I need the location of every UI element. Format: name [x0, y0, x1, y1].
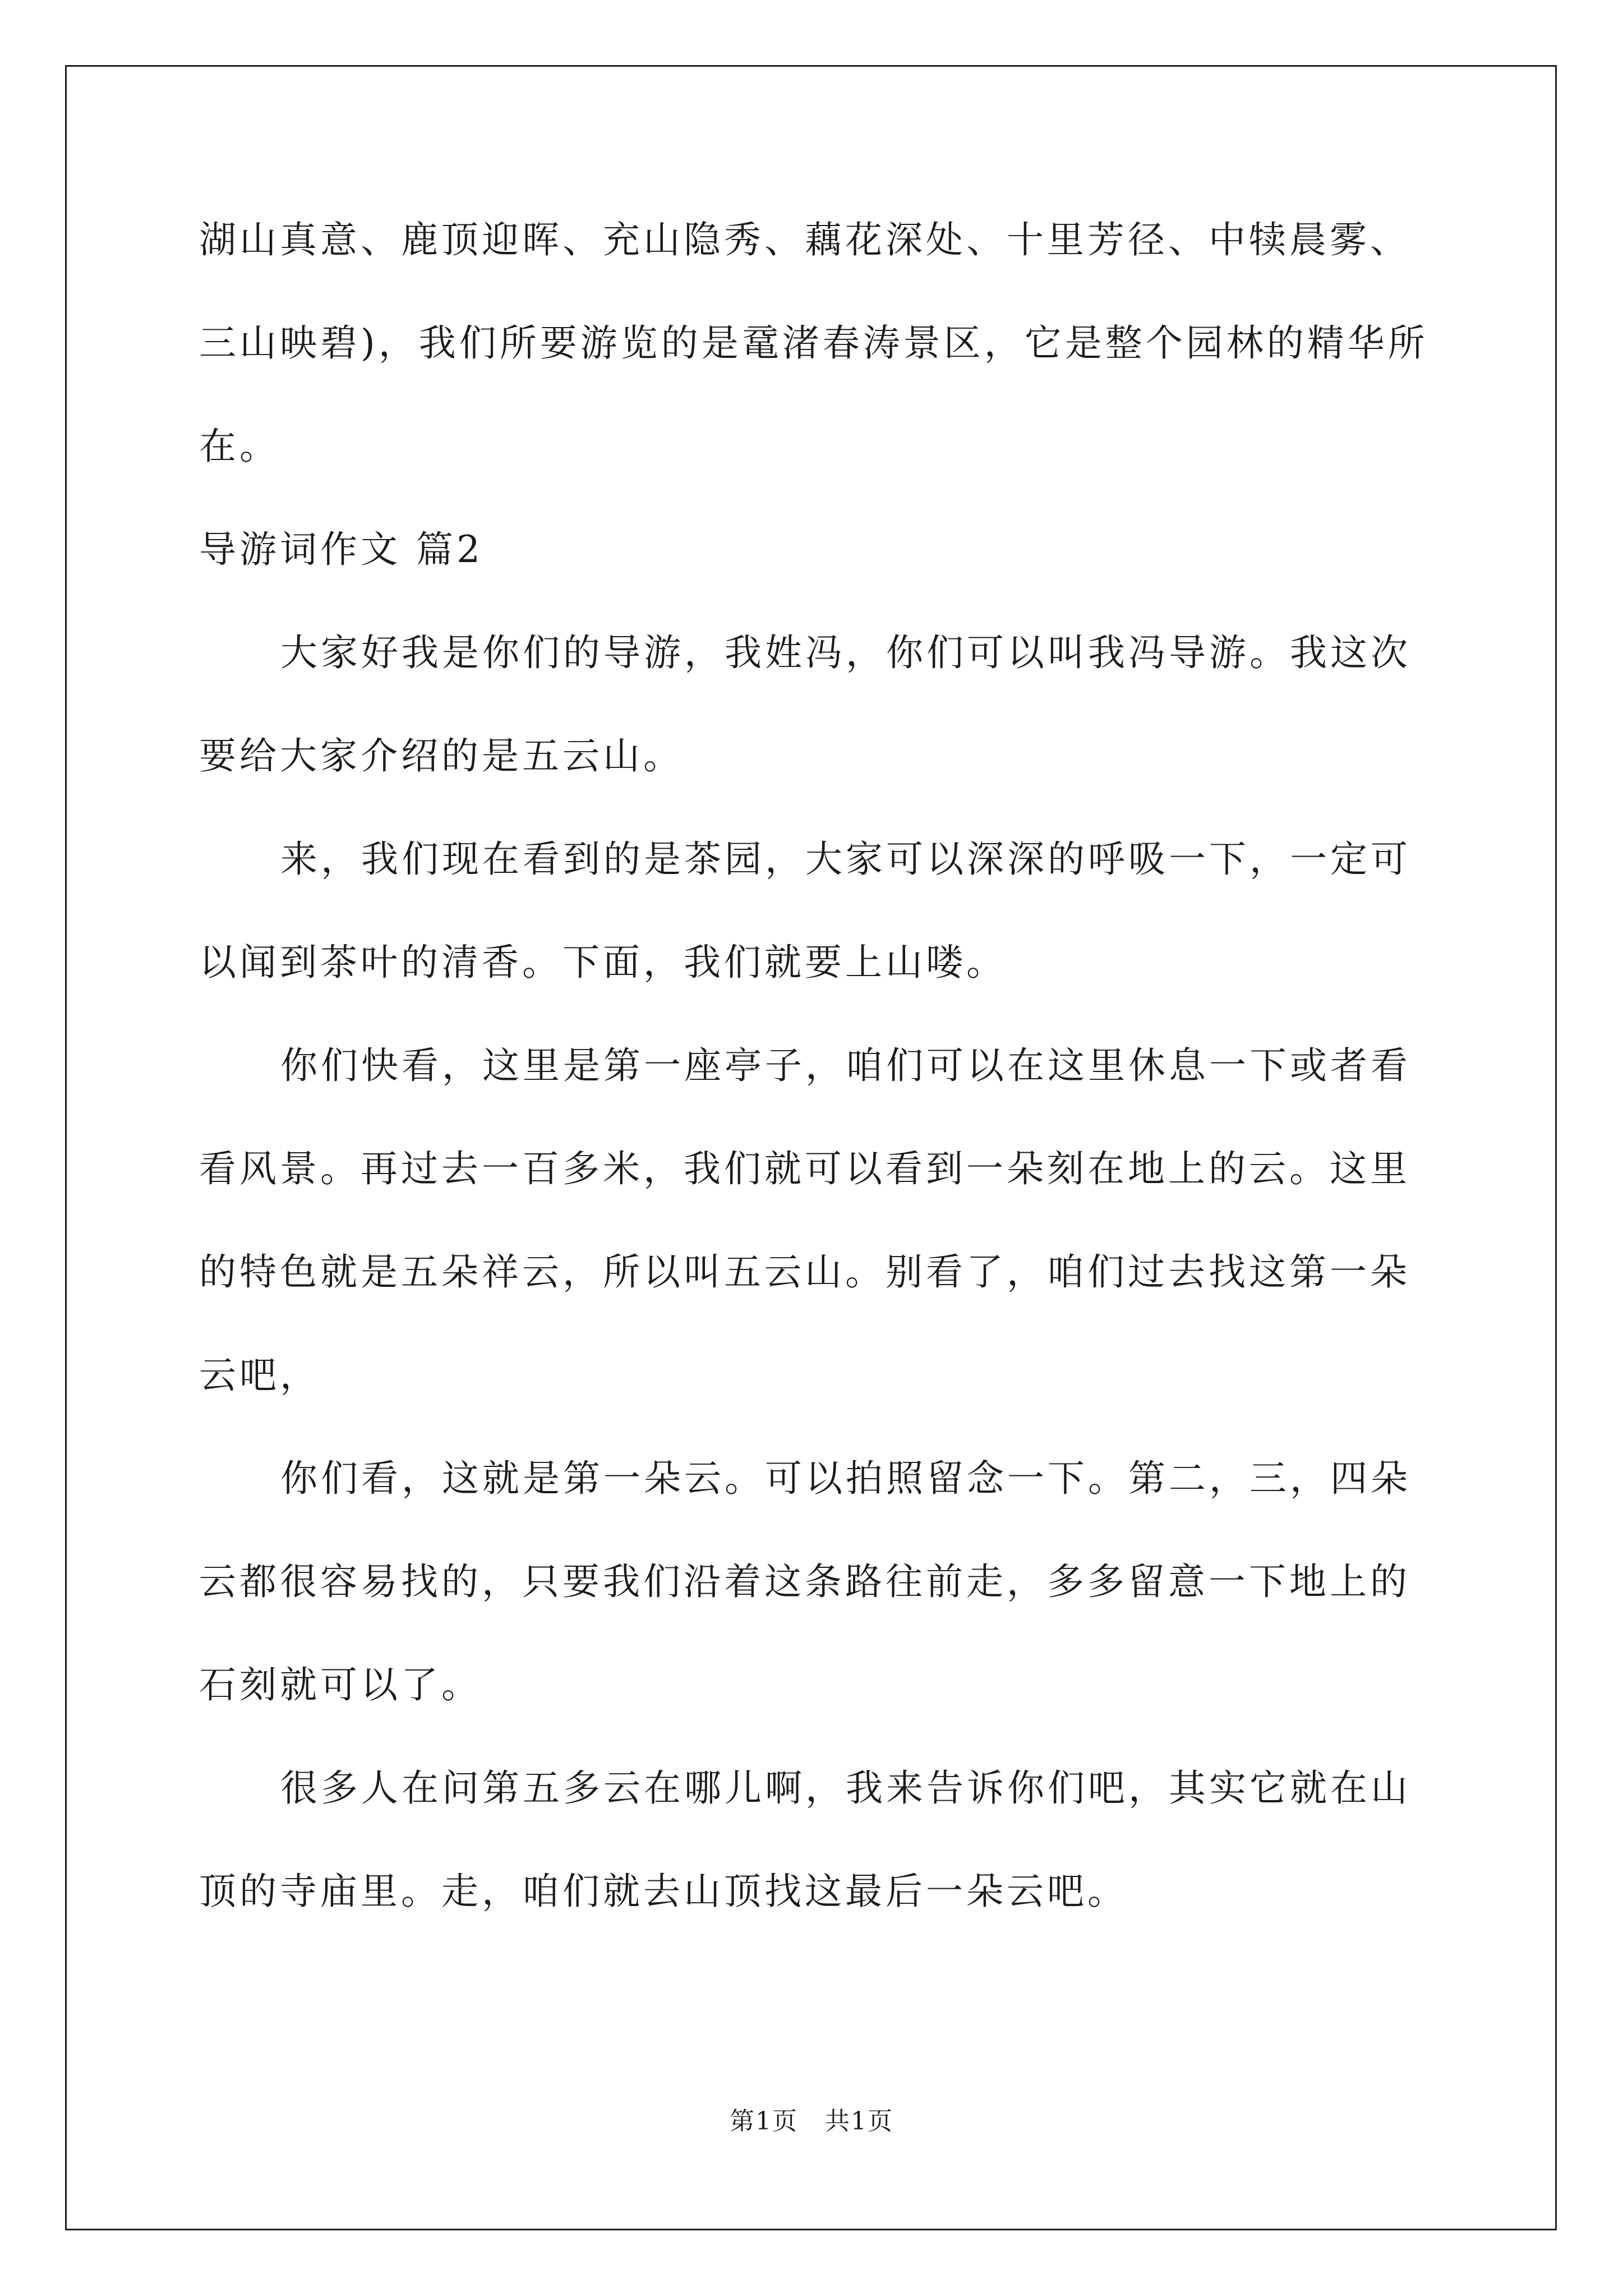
- text-line: 云都很容易找的，只要我们沿着这条路往前走，多多留意一下地上的: [199, 1560, 1410, 1603]
- section-heading: 导游词作文 篇2: [199, 528, 483, 571]
- paragraph-first-line: 来，我们现在看到的是茶园，大家可以深深的呼吸一下，一定可: [280, 838, 1411, 881]
- paragraph-first-line: 很多人在问第五多云在哪儿啊，我来告诉你们吧，其实它就在山: [280, 1766, 1411, 1810]
- text-line: 顶的寺庙里。走，咱们就去山顶找这最后一朵云吧。: [199, 1870, 1128, 1913]
- paragraph-first-line: 你们快看，这里是第一座亭子，咱们可以在这里休息一下或者看: [280, 1044, 1411, 1087]
- text-line: 以闻到茶叶的清香。下面，我们就要上山喽。: [199, 941, 1007, 984]
- paragraph-first-line: 大家好我是你们的导游，我姓冯，你们可以叫我冯导游。我这次: [280, 631, 1411, 674]
- text-line: 云吧，: [199, 1354, 320, 1397]
- text-line: 在。: [199, 425, 280, 468]
- paragraph-first-line: 你们看，这就是第一朵云。可以拍照留念一下。第二，三，四朵: [280, 1457, 1411, 1500]
- text-line: 看风景。再过去一百多米，我们就可以看到一朵刻在地上的云。这里: [199, 1147, 1410, 1190]
- text-line: 要给大家介绍的是五云山。: [199, 734, 684, 777]
- text-line: 湖山真意、鹿顶迎晖、充山隐秀、藕花深处、十里芳径、中犊晨雾、: [199, 218, 1410, 261]
- text-line: 的特色就是五朵祥云，所以叫五云山。别看了，咱们过去找这第一朵: [199, 1250, 1410, 1294]
- page-footer: 第1页 共1页: [730, 2107, 893, 2136]
- text-line: 三山映碧)，我们所要游览的是鼋渚春涛景区，它是整个园林的精华所: [199, 321, 1428, 365]
- text-line: 石刻就可以了。: [199, 1663, 482, 1706]
